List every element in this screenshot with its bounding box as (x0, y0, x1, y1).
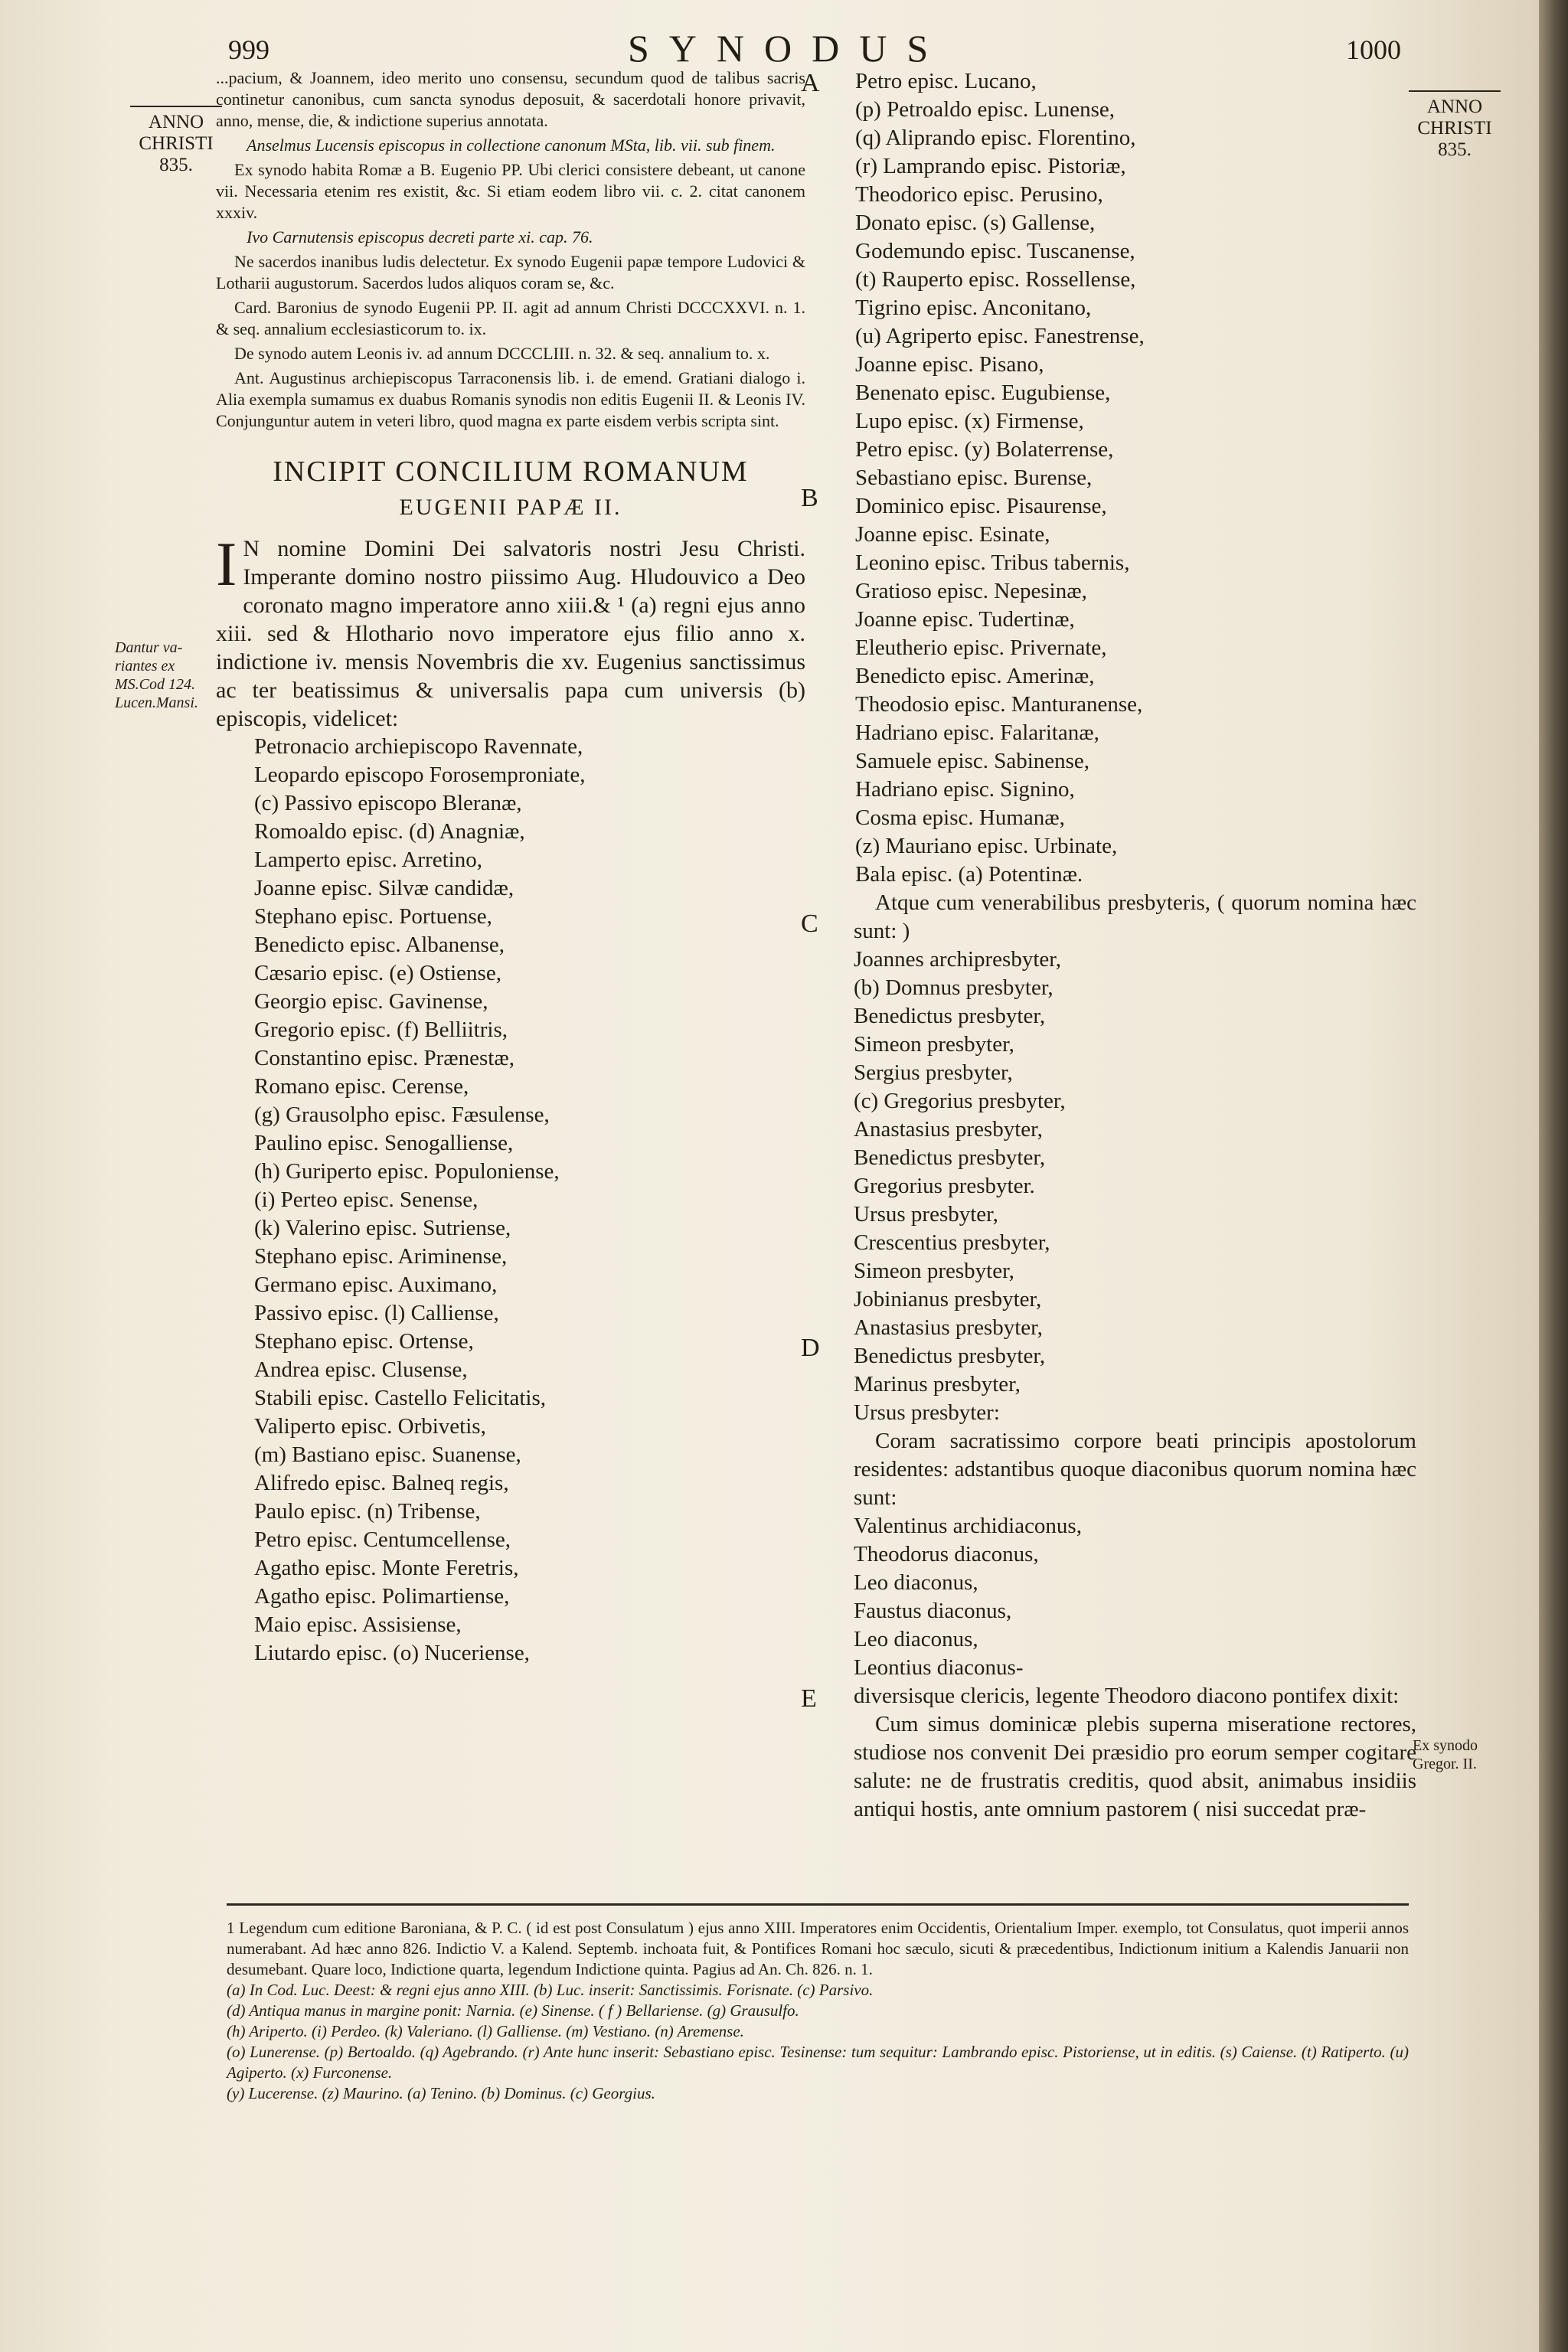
bishop-entry: Theodorico episc. Perusino, (855, 182, 1103, 207)
deacon-entry: Theodorus diaconus, (854, 1542, 1039, 1566)
side-note-line: MS.Cod 124. (115, 676, 195, 693)
bishop-entry: Valiperto episc. Orbivetis, (254, 1414, 486, 1439)
bishop-entry: (q) Aliprando episc. Florentino, (855, 126, 1136, 150)
bishop-entry: Joanne episc. Pisano, (855, 352, 1044, 377)
bishop-entry: Maio episc. Assisiense, (254, 1612, 462, 1637)
presbyter-entry: Benedictus presbyter, (854, 1145, 1046, 1170)
bishop-entry: (h) Guriperto episc. Populoniense, (254, 1159, 560, 1184)
bishop-entry: Petro episc. Lucano, (855, 69, 1037, 93)
presbyter-entry: Sergius presbyter, (854, 1060, 1013, 1085)
opening-text: N nomine Domini Dei salvatoris nostri Jesu Christi. Imperante domino nostro piissimo Aug. Hludouvico a Deo coronato magno imperatore anno xiii.& ¹ (a) regni ejus anno xiii. sed & Hlothario novo imperatore ejus filio anno x. indictione iv. mensis Novembris die xv. Eugenius sanctissimus ac ter beatissimus & universalis papa cum universis (b) episcopis, videlicet: (216, 536, 805, 731)
bishop-entry: Hadriano episc. Falaritanæ, (855, 720, 1099, 745)
side-note-gregory (1413, 1736, 1520, 1773)
running-title: SYNODUS (628, 27, 949, 70)
bishop-entry: Hadriano episc. Signino, (855, 777, 1075, 802)
intro-note: Ne sacerdos inanibus ludis delectetur. Ex synodo Eugenii papæ tempore Ludovici & Lotharii augustorum. Sacerdos ludos aliquos coram se, &c. (216, 252, 805, 292)
page-header (0, 28, 1539, 74)
opening-paragraph (216, 529, 805, 733)
bishop-entry: Godemundo episc. Tuscanense, (855, 239, 1135, 263)
council-title: INCIPIT CONCILIUM ROMANUM (273, 456, 749, 488)
anno-line: ANNO (1426, 96, 1483, 117)
page-number-right: 1000 (1346, 34, 1401, 65)
bishop-entry: Eleutherio episc. Privernate, (855, 635, 1107, 660)
bishop-entry: Bala episc. (a) Potentinæ. (855, 862, 1083, 887)
intro-note: Ant. Augustinus archiepiscopus Tarraconensis lib. i. de emend. Gratiani dialogo i. Alia exempla sumamus ex duabus Romanis synodis non editis Eugenii II. & Leonis IV. Conjunguntur autem in veteri libro, quod magna ex parte eisdem verbis scripta sint. (216, 368, 805, 430)
left-column (216, 67, 805, 1668)
intro-note: Ex synodo habita Romæ a B. Eugenio PP. Ubi clerici consistere debeant, ut canone vii. Necessaria etenim res existit, &c. Si etiam eodem libro vii. c. 2. citat canonem xxxiv. (216, 160, 805, 222)
right-column (854, 67, 1416, 1824)
council-subtitle: EUGENII PAPÆ II. (399, 495, 622, 520)
bishop-entry: Stephano episc. Ariminense, (254, 1244, 508, 1269)
presbyter-entry: Simeon presbyter, (854, 1032, 1014, 1057)
bishop-entry: Paulino episc. Senogalliense, (254, 1131, 514, 1155)
presbyter-entry: Benedictus presbyter, (854, 1344, 1046, 1368)
footnote-variant-line: (a) In Cod. Luc. Deest: & regni ejus anno XIII. (b) Luc. inserit: Sanctissimis. Forisnate. (c) Parsivo. (227, 1981, 874, 1999)
bishops-list-left (216, 733, 805, 1668)
section-marker-b: B (801, 484, 818, 512)
bishop-entry: Benenato episc. Eugubiense, (855, 381, 1111, 405)
anno-line: CHRISTI (139, 133, 214, 154)
footnotes (227, 1918, 1409, 2104)
bishop-entry: Agatho episc. Monte Feretris, (254, 1556, 519, 1580)
presbyter-entry: Anastasius presbyter, (854, 1117, 1043, 1142)
bishop-entry: Tigrino episc. Anconitano, (855, 296, 1092, 320)
footnote-variant-line: (o) Lunerense. (p) Bertoaldo. (q) Agebrando. (r) Ante hunc inserit: Sebastiano episc. Tesinense: tum sequitur: Lambrando episc. Pistoriense, ut in editis. (s) Caiense. (t) Ratiperto. (u) Agiperto. (x) Furconense. (227, 2043, 1409, 2082)
bishop-entry: Gregorio episc. (f) Belliitris, (254, 1018, 508, 1042)
footnote-variant-line: (y) Lucerense. (z) Maurino. (a) Tenino. (b) Dominus. (c) Georgius. (227, 2084, 655, 2102)
bishop-entry: (c) Passivo episcopo Bleranæ, (254, 791, 522, 815)
presbyter-entry: Crescentius presbyter, (854, 1230, 1050, 1255)
bishop-entry: Donato episc. (s) Gallense, (855, 211, 1096, 235)
side-note-line: Dantur va- (115, 639, 183, 656)
presbyter-entry: (b) Domnus presbyter, (854, 975, 1054, 1000)
side-note-line: riantes ex (115, 658, 175, 675)
bishop-entry: Samuele episc. Sabinense, (855, 749, 1090, 773)
bishop-entry: (z) Mauriano episc. Urbinate, (855, 834, 1118, 858)
bishop-entry: Leopardo episcopo Forosemproniate, (254, 763, 586, 787)
intro-note: ...pacium, & Joannem, ideo merito uno consensu, secundum quod de talibus sacris continetur canonibus, cum sancta synodus deposuit, & sacerdotali honore privavit, anno, mense, die, & indictione superius annotata. (216, 68, 805, 130)
bishop-entry: Stephano episc. Ortense, (254, 1329, 474, 1354)
bishop-entry: Cæsario episc. (e) Ostiense, (254, 961, 501, 985)
presbyters-intro: Atque cum venerabilibus presbyteris, ( quorum nomina hæc sunt: ) (854, 890, 1416, 943)
deacon-entry: Leo diaconus, (854, 1570, 978, 1595)
presbyter-entry: Marinus presbyter, (854, 1372, 1021, 1396)
section-marker-e: E (801, 1684, 817, 1713)
bishop-entry: Paulo episc. (n) Tribense, (254, 1499, 481, 1524)
presbyter-entry: Jobinianus presbyter, (854, 1287, 1042, 1312)
anno-christi-right (1401, 90, 1508, 161)
footnote-divider (227, 1903, 1409, 1906)
intro-citation: Anselmus Lucensis episcopus in collectione canonum MSta, lib. vii. sub finem. (247, 136, 776, 155)
bishop-entry: Passivo episc. (l) Calliense, (254, 1301, 499, 1325)
bishop-entry: Germano episc. Auximano, (254, 1272, 498, 1297)
bishop-entry: Petro episc. Centumcellense, (254, 1527, 511, 1552)
presbyter-entry: Gregorius presbyter. (854, 1174, 1035, 1198)
book-binding-edge (1539, 0, 1568, 2352)
bishop-entry: (g) Grausolpho episc. Fæsulense, (254, 1102, 550, 1127)
bishop-entry: Leonino episc. Tribus tabernis, (855, 550, 1130, 575)
intro-notes (216, 67, 805, 432)
bishop-entry: Theodosio episc. Manturanense, (855, 692, 1143, 717)
bishop-entry: (k) Valerino episc. Sutriense, (254, 1216, 511, 1240)
anno-year: 835. (1438, 139, 1472, 160)
bishop-entry: Stabili episc. Castello Felicitatis, (254, 1386, 546, 1410)
closing-line: diversisque clericis, legente Theodoro diacono pontifex dixit: (854, 1684, 1400, 1708)
bishop-entry: Petronacio archiepiscopo Ravennate, (254, 734, 583, 759)
footnote-variant-line: (d) Antiqua manus in margine ponit: Narnia. (e) Sinense. ( f ) Bellariense. (g) Grausulfo. (227, 2001, 799, 2020)
bishop-entry: Dominico episc. Pisaurense, (855, 494, 1107, 518)
bishop-entry: Joanne episc. Tudertinæ, (855, 607, 1075, 632)
deacon-entry: Leontius diaconus- (854, 1655, 1024, 1680)
presbyters-list (854, 946, 1416, 1427)
footnote-variant-line: (h) Ariperto. (i) Perdeo. (k) Valeriano. (l) Galliense. (m) Vestiano. (n) Aremense. (227, 2022, 744, 2040)
margin-rule (1409, 90, 1501, 92)
bishop-entry: Romoaldo episc. (d) Anagniæ, (254, 819, 525, 844)
page-number-left: 999 (228, 34, 270, 65)
bishop-entry: Petro episc. (y) Bolaterrense, (855, 437, 1114, 462)
bishop-entry: (m) Bastiano episc. Suanense, (254, 1442, 521, 1467)
bishop-entry: Joanne episc. Silvæ candidæ, (254, 876, 514, 900)
presbyter-entry: Joannes archipresbyter, (854, 947, 1062, 972)
bishop-entry: Andrea episc. Clusense, (254, 1357, 468, 1382)
section-marker-d: D (801, 1334, 820, 1362)
bishop-entry: Gratioso episc. Nepesinæ, (855, 579, 1087, 603)
margin-rule (130, 106, 222, 107)
section-marker-a: A (801, 69, 820, 97)
intro-note: De synodo autem Leonis iv. ad annum DCCCLIII. n. 32. & seq. annalium to. x. (234, 344, 770, 363)
bishop-entry: Georgio episc. Gavinense, (254, 989, 488, 1014)
deacon-entry: Valentinus archidiaconus, (854, 1514, 1082, 1538)
side-note-line: Ex synodo (1413, 1737, 1478, 1754)
closing-paragraph: Cum simus dominicæ plebis superna miseratione rectores, studiose nos convenit Dei præsidio pro eorum semper cogitare salute: ne de frustratis creditis, quod absit, animabus insidiis antiqui hostis, ante omnium pastorem ( nisi succedat præ- (854, 1712, 1416, 1821)
bishop-entry: Alifredo episc. Balneq regis, (254, 1471, 509, 1495)
bishop-entry: (i) Perteo episc. Senense, (254, 1187, 479, 1212)
bishop-entry: Sebastiano episc. Burense, (855, 466, 1093, 490)
presbyter-entry: Simeon presbyter, (854, 1259, 1014, 1283)
anno-year: 835. (159, 155, 193, 175)
bishop-entry: (t) Rauperto episc. Rossellense, (855, 267, 1136, 292)
bishop-entry: Constantino episc. Prænestæ, (254, 1046, 514, 1070)
anno-christi-left (122, 106, 230, 176)
presbyter-entry: (c) Gregorius presbyter, (854, 1089, 1066, 1113)
bishop-entry: Lupo episc. (x) Firmense, (855, 409, 1084, 433)
side-note-variants (115, 639, 222, 712)
footnote-main: 1 Legendum cum editione Baroniana, & P. C. ( id est post Consulatum ) ejus anno XIII. Imperatores enim Occidentis, Orientalium Imper. exemplo, tot Consulatus, quot imperii annos numerabant. Ad hæc anno 826. Indictio V. a Kalend. Septemb. inchoata fuit, & Pontifices Romani hoc sæculo, sicuti & præcedentibus, Indictionum initium a Kalendis Januarii non desumebant. Quare loco, Indictione quarta, legendum Indictione quinta. Pagius ad An. Ch. 826. n. 1. (227, 1919, 1409, 1978)
side-note-line: Gregor. II. (1413, 1756, 1477, 1772)
bishops-list-right (854, 67, 1416, 889)
intro-citation: Ivo Carnutensis episcopus decreti parte xi. cap. 76. (247, 227, 593, 247)
bishop-entry: Benedicto episc. Amerinæ, (855, 664, 1095, 688)
bishop-entry: Lamperto episc. Arretino, (254, 848, 482, 872)
drop-cap: I (216, 529, 237, 599)
presbyter-entry: Ursus presbyter: (854, 1400, 1000, 1425)
bishop-entry: (r) Lamprando episc. Pistoriæ, (855, 154, 1126, 178)
side-note-line: Lucen.Mansi. (115, 694, 198, 711)
bishop-entry: Stephano episc. Portuense, (254, 904, 492, 929)
bishop-entry: Liutardo episc. (o) Nuceriense, (254, 1641, 530, 1665)
deacon-entry: Faustus diaconus, (854, 1599, 1012, 1623)
deacons-list (854, 1512, 1416, 1682)
bishop-entry: (u) Agriperto episc. Fanestrense, (855, 324, 1145, 348)
deacon-entry: Leo diaconus, (854, 1627, 978, 1651)
bishop-entry: (p) Petroaldo episc. Lunense, (855, 97, 1116, 122)
section-marker-c: C (801, 910, 818, 938)
presbyter-entry: Benedictus presbyter, (854, 1004, 1046, 1028)
presbyter-entry: Anastasius presbyter, (854, 1315, 1043, 1340)
deacons-intro: Coram sacratissimo corpore beati principis apostolorum residentes: adstantibus quoque diaconibus quorum nomina hæc sunt: (854, 1429, 1416, 1510)
bishop-entry: Agatho episc. Polimartiense, (254, 1584, 510, 1609)
presbyter-entry: Ursus presbyter, (854, 1202, 998, 1227)
anno-line: CHRISTI (1417, 118, 1492, 139)
anno-line: ANNO (148, 112, 204, 132)
bishop-entry: Joanne episc. Esinate, (855, 522, 1050, 547)
bishop-entry: Romano episc. Cerense, (254, 1074, 469, 1099)
bishop-entry: Benedicto episc. Albanense, (254, 933, 505, 957)
bishop-entry: Cosma episc. Humanæ, (855, 805, 1065, 830)
intro-note: Card. Baronius de synodo Eugenii PP. II. agit ad annum Christi DCCCXXVI. n. 1. & seq. annalium ecclesiasticorum to. ix. (216, 298, 805, 338)
